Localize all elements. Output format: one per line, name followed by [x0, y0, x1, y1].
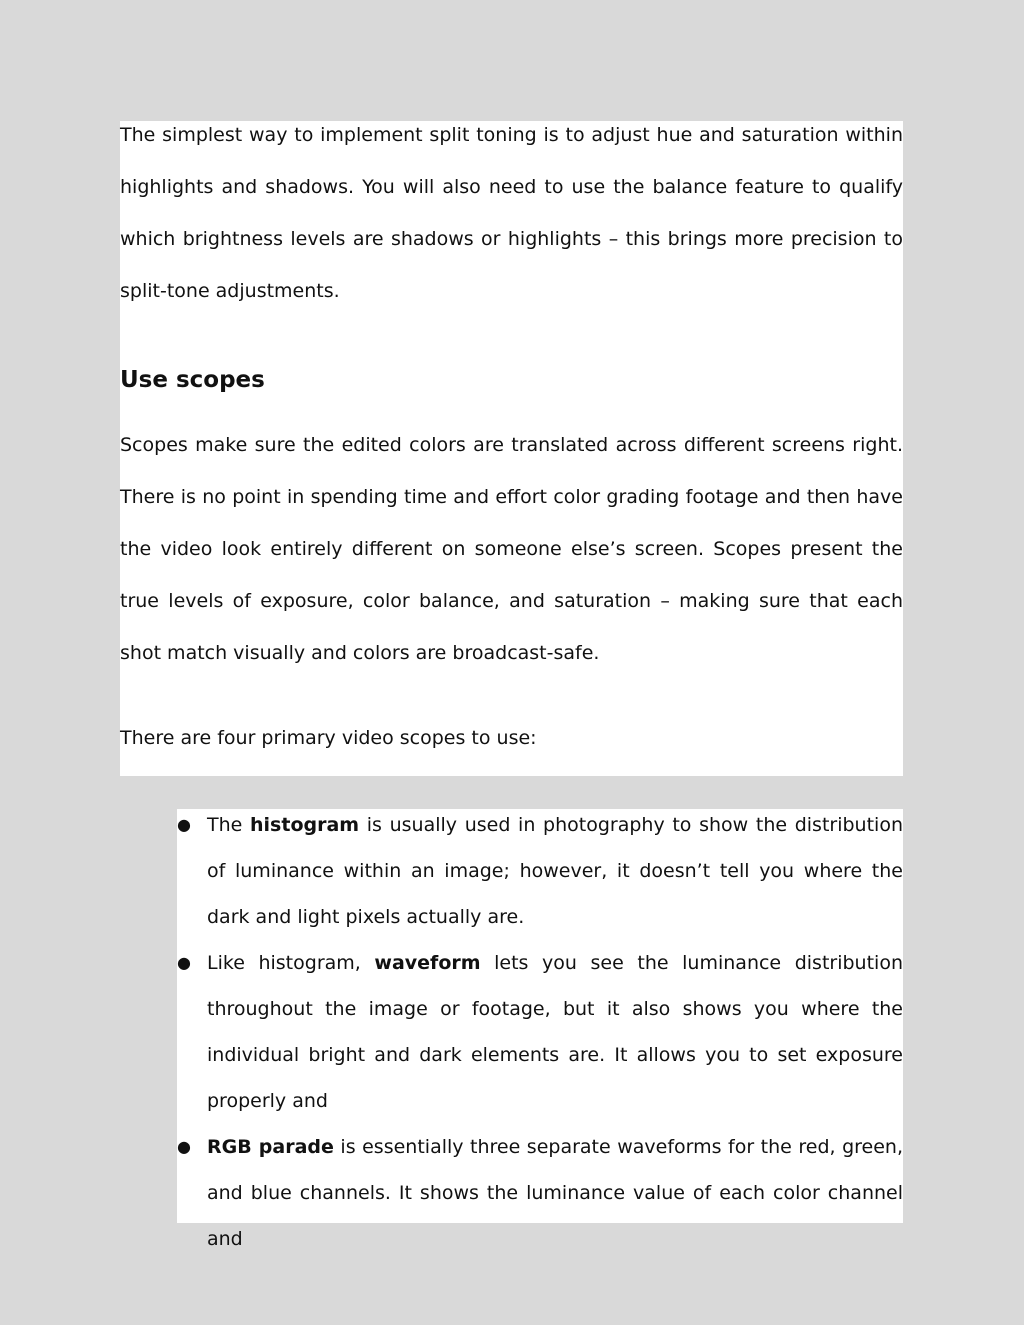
term-rgb-parade: RGB parade	[207, 1136, 334, 1158]
bullet-icon: ●	[177, 815, 191, 834]
paragraph-scopes: Scopes make sure the edited colors are translated across different screens right. There is no point in spending time and effort color grading footage and then have the video look entirely different on someone else’s screen. Scopes present the true levels of exposure, color balance, and saturation – making sure that each shot match visually and colors are broadcast-safe.	[120, 434, 903, 664]
list-item-text: RGB parade is essentially three separate waveforms for the red, green, and blue channels. It shows the luminance value of each color channel and	[207, 1136, 903, 1250]
term-histogram: histogram	[250, 814, 360, 836]
main-text-block	[120, 121, 903, 776]
paragraph-four-scopes: There are four primary video scopes to use:	[120, 727, 537, 749]
bullet-icon: ●	[177, 1137, 191, 1156]
paragraph-split-toning: The simplest way to implement split toning is to adjust hue and saturation within highlights and shadows. You will also need to use the balance feature to qualify which brightness levels are shadows or highlights – this brings more precision to split-tone adjustments.	[120, 124, 903, 302]
list-item-text: Like histogram, waveform lets you see the luminance distribution throughout the image or footage, but it also shows you where the individual bright and dark elements are. It allows you to set exposure properly and	[207, 952, 903, 1112]
term-waveform: waveform	[374, 952, 481, 974]
scopes-list	[177, 809, 903, 1250]
list-item-text: The histogram is usually used in photography to show the distribution of luminance within an image; however, it doesn’t tell you where the dark and light pixels actually are.	[207, 814, 903, 928]
bullet-icon: ●	[177, 953, 191, 972]
section-heading: Use scopes	[120, 367, 265, 393]
